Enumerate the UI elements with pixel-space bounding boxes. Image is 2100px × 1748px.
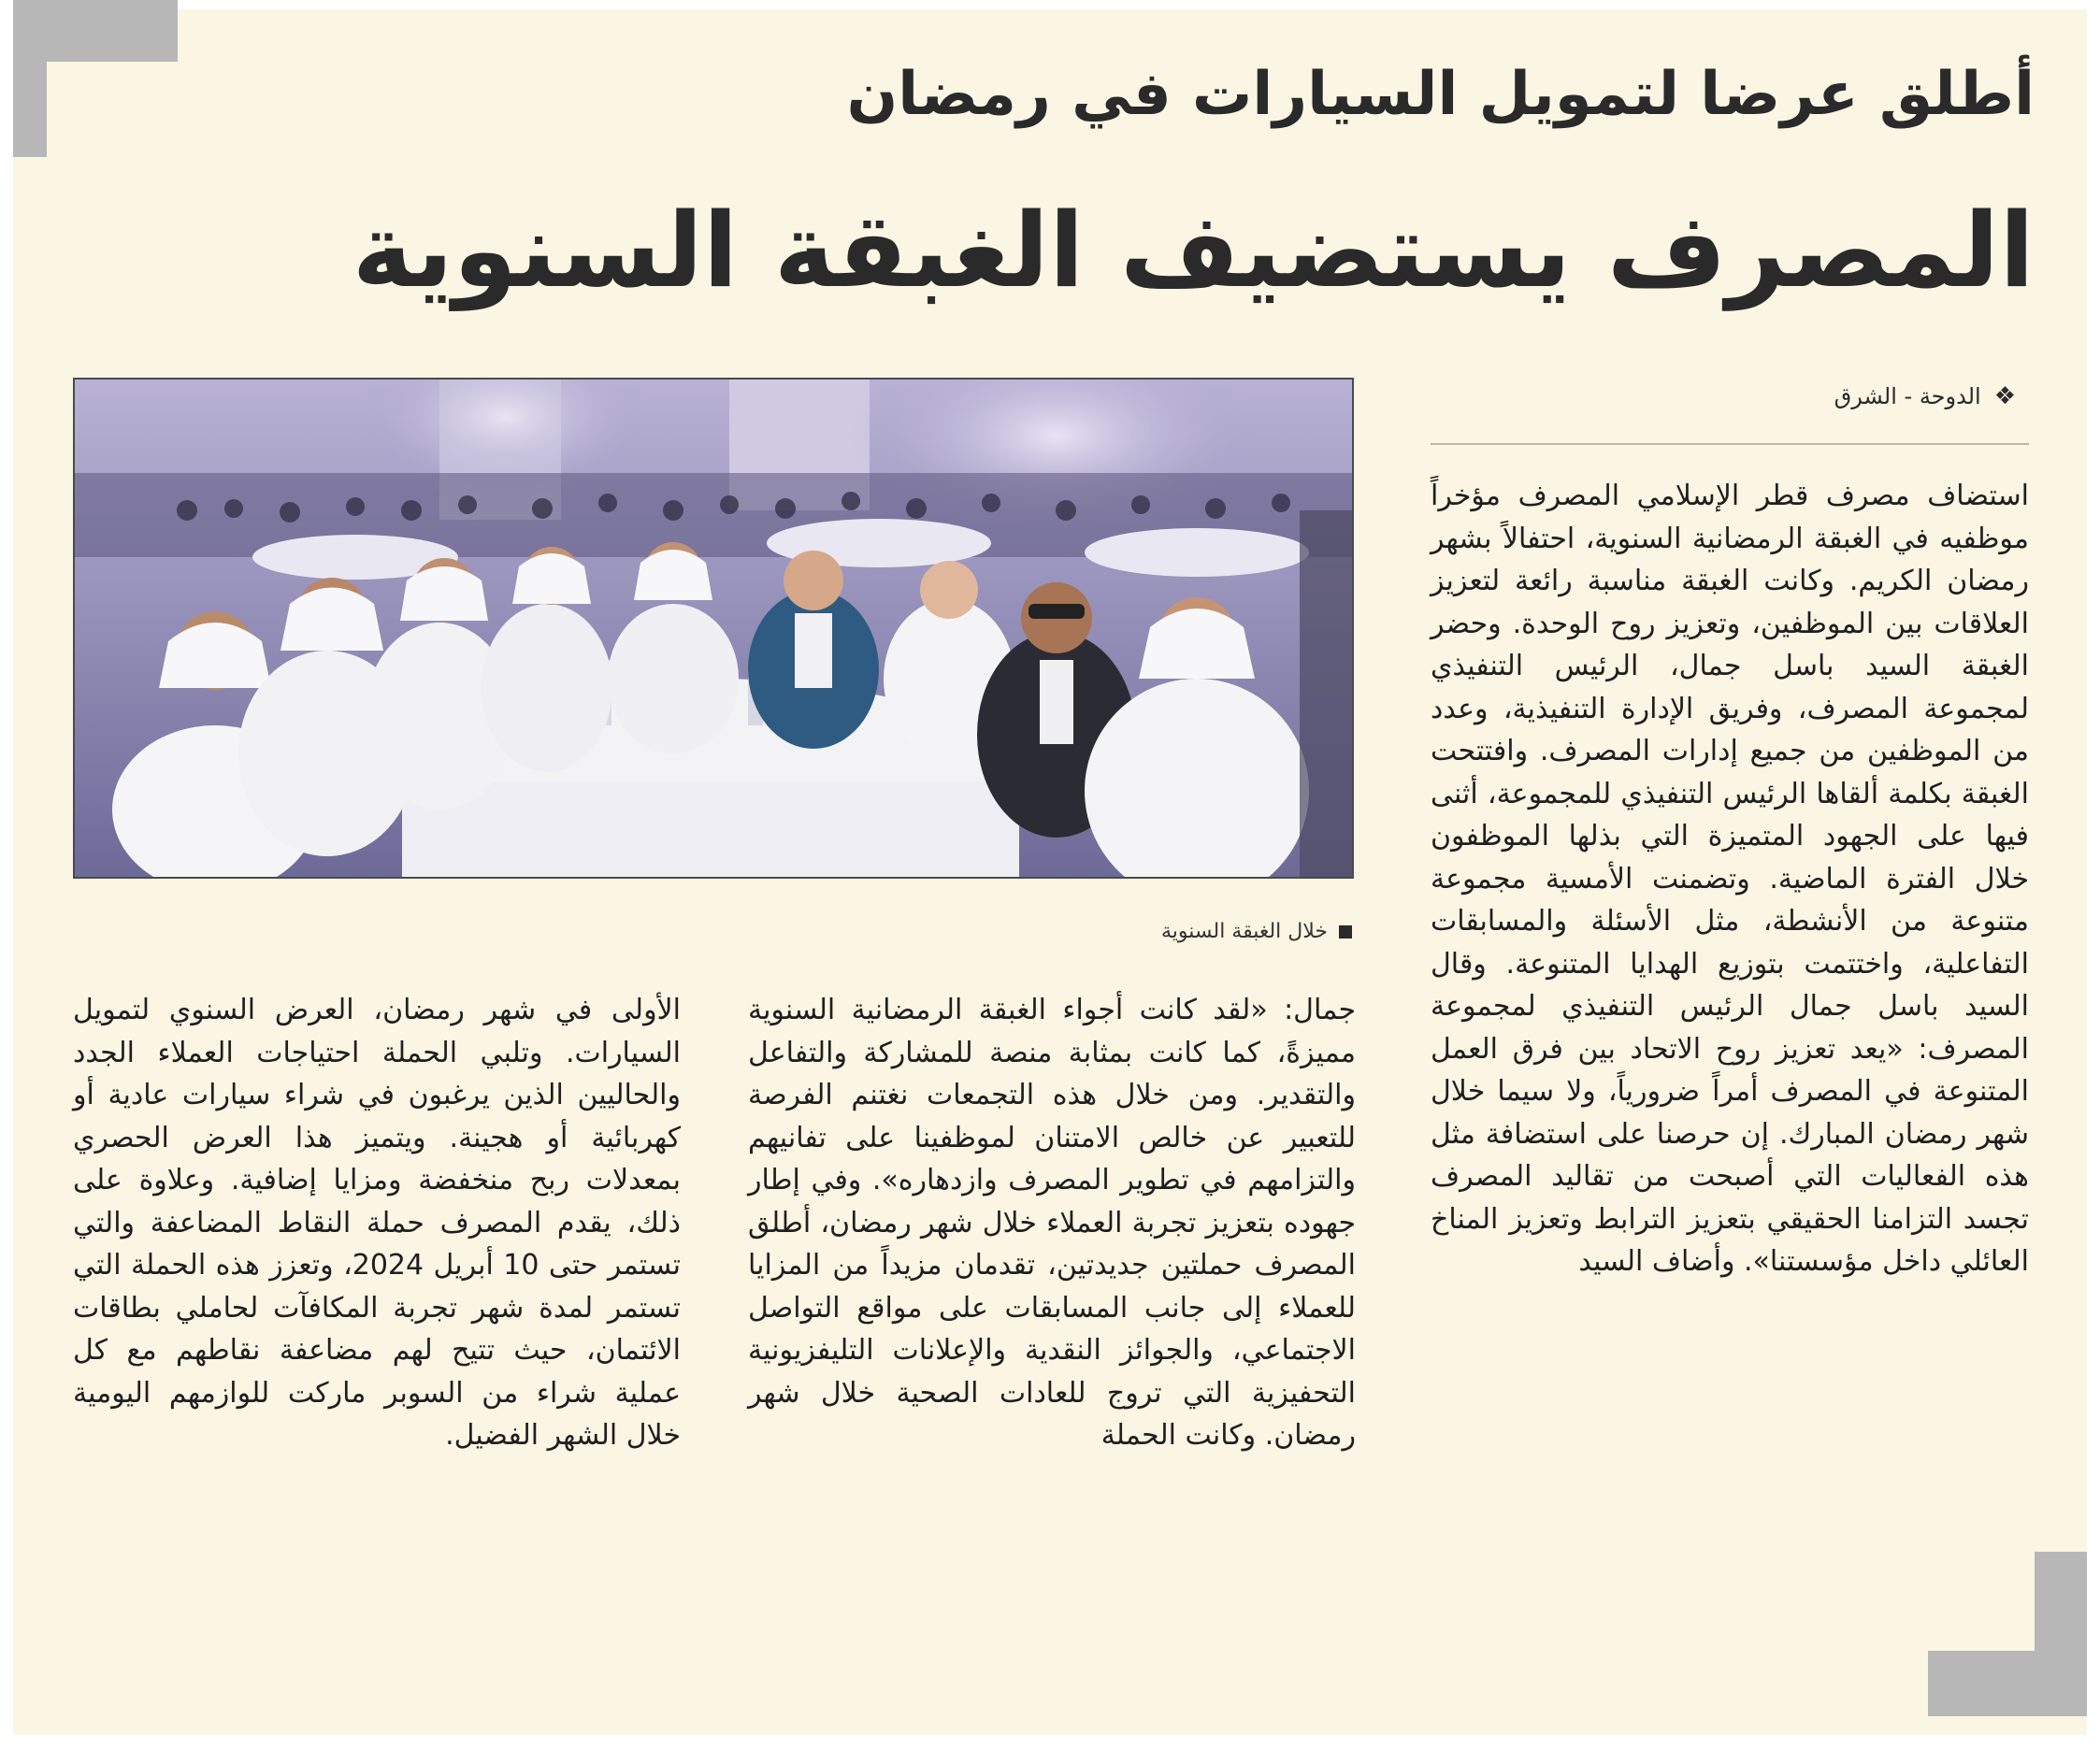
square-bullet-icon <box>1339 925 1352 938</box>
caption-text: خلال الغبقة السنوية <box>1160 920 1328 943</box>
column-1-text: استضاف مصرف قطر الإسلامي المصرف مؤخراً موظفيه في الغبقة الرمضانية السنوية، احتفالاً بشهر رمضان الكريم. وكانت الغبقة مناسبة رائعة لتعزيز العلاقات بين الموظفين، وتعزيز روح الوحدة. وحضر الغبقة السيد باسل جمال، الرئيس التنفيذي لمجموعة المصرف، وفريق الإدارة التنفيذية، وعدد من الموظفين من جميع إدارات المصرف. وافتتحت الغبقة بكلمة ألقاها الرئيس التنفيذي للمجموعة، أثنى فيها على الجهود المتميزة التي بذلها الموظفون خلال الفترة الماضية. وتضمنت الأمسية مجموعة متنوعة من الأنشطة، مثل الأسئلة والمسابقات التفاعلية، واختتمت بتوزيع الهدايا المتنوعة. وقال السيد باسل جمال الرئيس التنفيذي لمجموعة المصرف: «يعد تعزيز روح الاتحاد بين فرق العمل المتنوعة في المصرف أمراً ضرورياً، ولا سيما خلال شهر رمضان المبارك. إن حرصنا على استضافة مثل هذه الفعاليات التي أصبحت من تقاليد المصرف تجسد التزامنا الحقيقي بتعزيز الترابط وتعزيز المناخ العائلي داخل مؤسستنا». وأضاف السيد <box>1431 480 2029 1278</box>
photo-caption <box>791 916 1352 948</box>
corner-tab-top-left-vertical <box>13 0 47 157</box>
dateline-text: الدوحة - الشرق <box>1834 383 1981 409</box>
column-3-text: الأولى في شهر رمضان، العرض السنوي لتمويل السيارات. وتلبي الحملة احتياجات العملاء الجدد والحاليين الذين يرغبون في شراء سيارات عادية أو كهربائية أو هجينة. ويتميز هذا العرض الحصري بمعدلات ربح منخفضة ومزايا إضافية. وعلاوة على ذلك، يقدم المصرف حملة النقاط المضاعفة والتي تستمر حتى 10 أبريل 2024، وتعزز هذه الحملة التي تستمر لمدة شهر تجربة المكافآت لحاملي بطاقات الائتمان، حيث تتيح لهم مضاعفة نقاطهم مع كل عملية شراء من السوبر ماركت للوازمهم اليومية خلال الشهر الفضيل. <box>73 994 681 1452</box>
article-column-2 <box>748 989 1356 1662</box>
dateline <box>1455 378 2016 415</box>
diamond-bullet-icon: ❖ <box>1993 382 2016 410</box>
corner-tab-bottom-right-vertical <box>2035 1552 2087 1716</box>
dateline-divider <box>1431 443 2029 445</box>
article-column-1 <box>1431 475 2029 1643</box>
event-photo <box>73 378 1354 879</box>
kicker-headline: أطلق عرضا لتمويل السيارات في رمضان <box>846 60 2035 129</box>
article-column-3 <box>73 989 681 1662</box>
main-headline: المصرف يستضيف الغبقة السنوية <box>352 191 2035 310</box>
column-2-text: جمال: «لقد كانت أجواء الغبقة الرمضانية السنوية مميزةً، كما كانت بمثابة منصة للمشاركة والتفاعل والتقدير. ومن خلال هذه التجمعات نغتنم الفرصة للتعبير عن خالص الامتنان لموظفينا على تفانيهم والتزامهم في تطوير المصرف وازدهاره». وفي إطار جهوده بتعزيز تجربة العملاء خلال شهر رمضان، أطلق المصرف حملتين جديدتين، تقدمان مزيداً من المزايا للعملاء إلى جانب المسابقات على مواقع التواصل الاجتماعي، والجوائز النقدية والإعلانات التليفزيونية التحفيزية التي تروج للعادات الصحية خلال شهر رمضان. وكانت الحملة <box>748 994 1356 1452</box>
